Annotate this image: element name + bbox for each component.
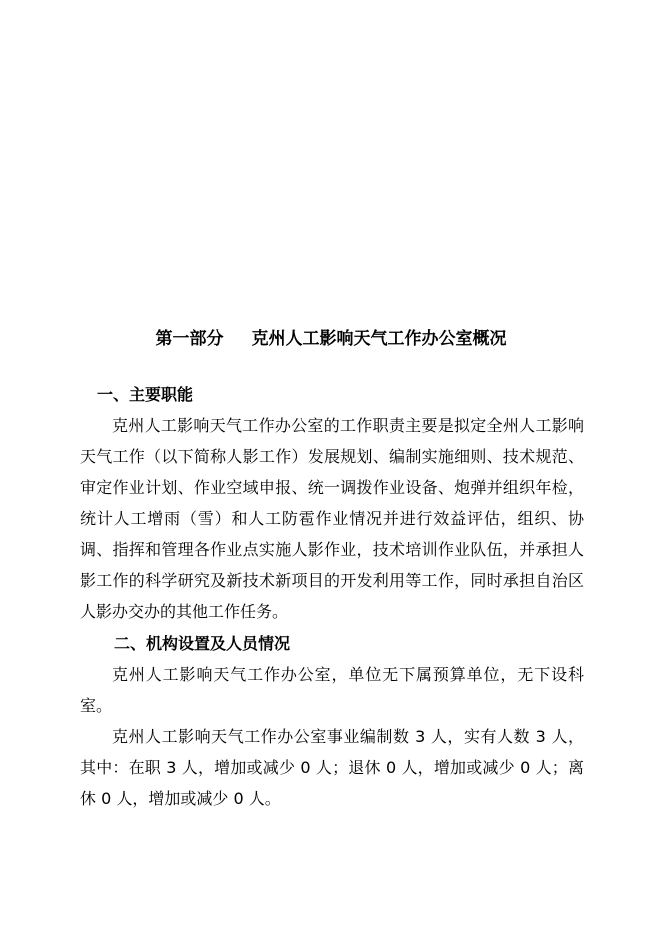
paragraph-staffing: 克州人工影响天气工作办公室事业编制数 3 人，实有人数 3 人，其中：在职 3 人，增加或减少 0 人；退休 0 人，增加或减少 0 人；离休 0 人，增加或减少 0 人。	[80, 727, 584, 808]
section-heading-main-functions: 一、主要职能	[97, 385, 194, 404]
part-heading: 克州人工影响天气工作办公室概况	[251, 329, 507, 349]
paragraph-main-functions: 克州人工影响天气工作办公室的工作职责主要是拟定全州人工影响天气工作（以下简称人影工作）发展规划、编制实施细则、技术规范、审定作业计划、作业空域申报、统一调拨作业设备、炮弹并组织年检，统计人工增雨（雪）和人工防雹作业情况并进行效益评估，组织、协调、指挥和管理各作业点实施人影作业，技术培训作业队伍，并承担人影工作的科学研究及新技术新项目的开发利用等工作，同时承担自治区人影办交办的其他工作任务。	[80, 416, 584, 621]
section-heading-organization: 二、机构设置及人员情况	[114, 634, 291, 653]
part-title	[0, 326, 662, 352]
part-label: 第一部分	[155, 329, 224, 349]
paragraph-organization: 克州人工影响天气工作办公室，单位无下属预算单位，无下设科室。	[80, 665, 584, 715]
